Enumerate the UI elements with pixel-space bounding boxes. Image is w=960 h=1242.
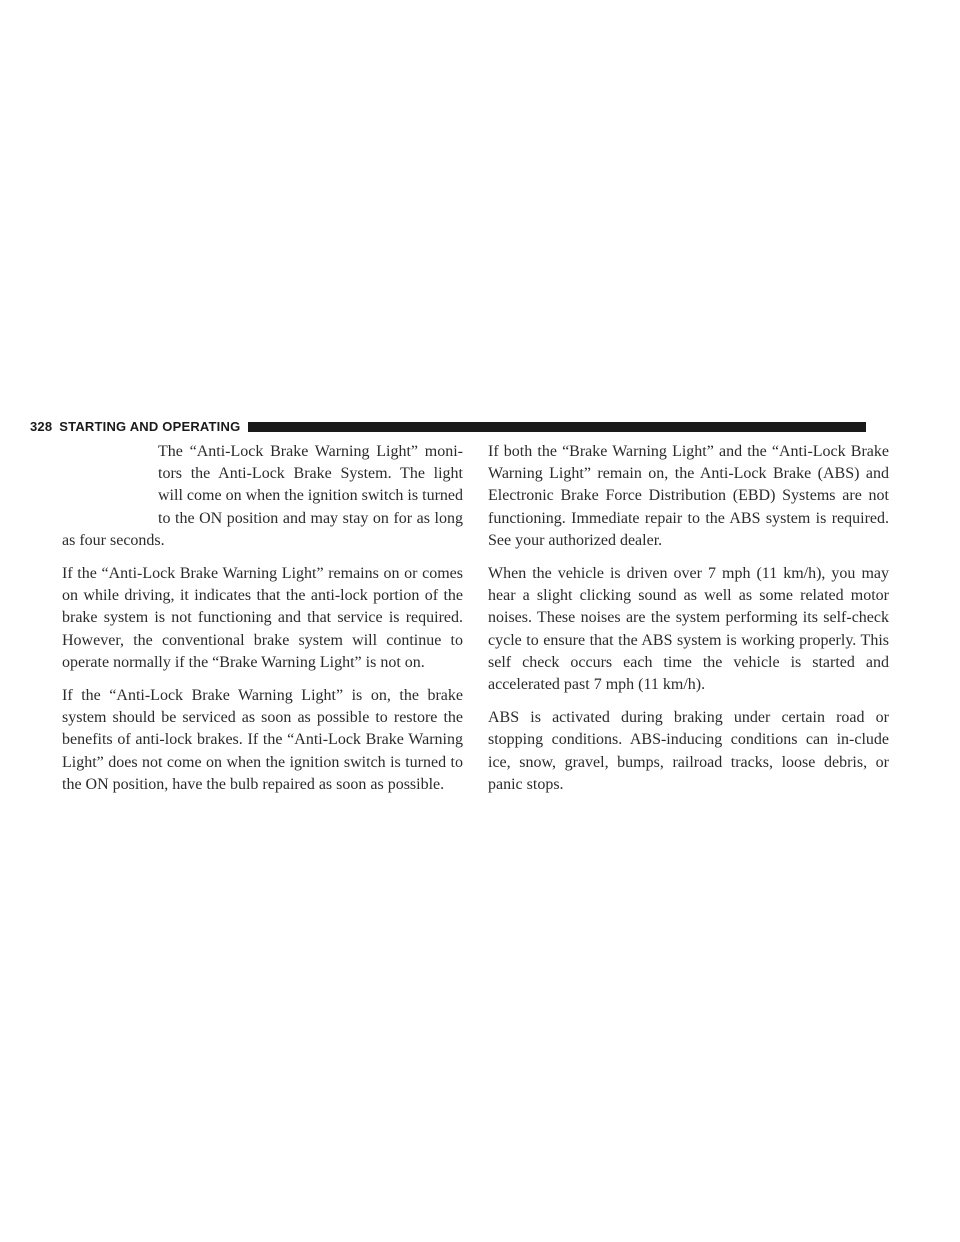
paragraph-abs-light-intro [62,441,463,552]
paragraph-abs-light-intro-text: The “Anti-Lock Brake Warning Light” moni-tors the Anti-Lock Brake System. The light will come on when the ignition switch is turned to the ON position and may stay on for as long as four seconds. [62,443,463,549]
left-column [62,441,463,807]
paragraph-abs-light-service: If the “Anti-Lock Brake Warning Light” is on, the brake system should be serviced as soon as possible to restore the benefits of anti-lock brakes. If the “Anti-Lock Brake Warning Light” does not come on when the ignition switch is turned to the ON position, have the bulb repaired as soon as possible. [62,687,463,793]
paragraph-both-lights-on: If both the “Brake Warning Light” and the “Anti-Lock Brake Warning Light” remain on, the Anti-Lock Brake (ABS) and Electronic Brake Force Distribution (EBD) Systems are not functioning. Immediate repair to the ABS system is required. See your authorized dealer. [488,443,889,549]
abs-warning-icon-slot [62,441,158,525]
paragraph-abs-activation: ABS is activated during braking under certain road or stopping conditions. ABS-inducing conditions can in-clude ice, snow, gravel, bumps, railroad tracks, loose debris, or panic stops. [488,709,889,793]
right-column [488,441,889,807]
header-rule [248,422,866,432]
section-title: STARTING AND OPERATING [59,419,241,434]
paragraph-clicking-sound: When the vehicle is driven over 7 mph (11 km/h), you may hear a slight clicking sound as well as some related motor noises. These noises are the system performing its self-check cycle to ensure that the ABS system is working properly. This self check occurs each time the vehicle is started and accelerated past 7 mph (11 km/h). [488,565,889,694]
page-number: 328 [30,419,53,434]
paragraph-abs-light-remains-on: If the “Anti-Lock Brake Warning Light” remains on or comes on while driving, it indicates that the anti-lock portion of the brake system is not functioning and that service is required. However, the conventional brake system will continue to operate normally if the “Brake Warning Light” is not on. [62,565,463,671]
page-header [30,418,866,435]
